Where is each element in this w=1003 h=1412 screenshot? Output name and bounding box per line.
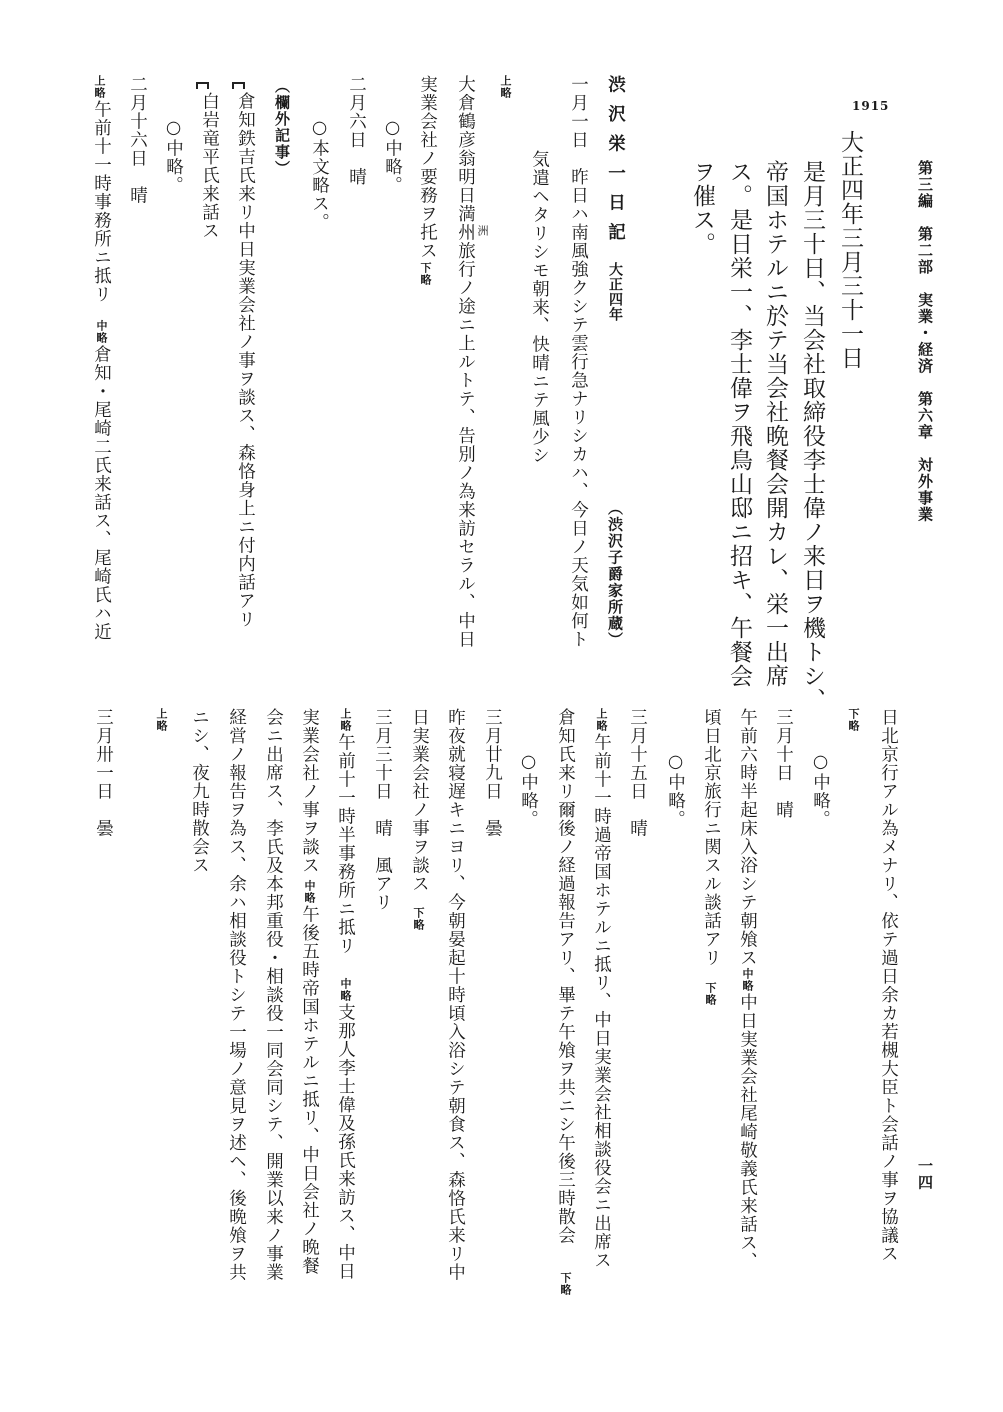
diary-line: 三月三十日 晴 風アリ: [372, 708, 393, 912]
diary-line: 三月十日 晴: [773, 708, 794, 819]
diary-line: 二月十六日 晴: [127, 75, 148, 205]
diary-source: （渋沢子爵家所蔵）: [606, 500, 624, 649]
ruby-annotation: 洲: [476, 225, 489, 237]
diary-line: 日北京行アル為メナリ、依テ過日余カ若槻大臣ト会話ノ事ヲ協議ス: [878, 708, 899, 1263]
bracket-mark: [232, 82, 245, 89]
omission-note: ○中略。: [163, 118, 184, 195]
omission-mark: 下略: [412, 907, 425, 931]
diary-line: 三月十五日 晴: [627, 708, 648, 838]
omission-mark: 上略: [339, 708, 352, 732]
diary-line: 中日実業会社尾崎敬義氏来話ス、: [737, 993, 758, 1271]
entry-date: 大正四年三月三十一日: [837, 130, 863, 370]
diary-line: 午前十一時過帝国ホテルニ抵リ、中日実業会社相談役会ニ出席ス: [591, 733, 612, 1270]
bracket-mark: [196, 82, 209, 89]
diary-line: 三月卅一日 曇: [93, 708, 114, 838]
omission-note: ○中略。: [382, 118, 403, 195]
omission-note: ○中略。: [665, 752, 686, 829]
diary-year: 大正四年: [607, 262, 623, 322]
entry-body-line: 是月三十日、当会社取締役李士偉ノ来日ヲ機トシ、: [799, 160, 825, 712]
diary-line: 昨夜就寝遅キニヨリ、今朝晏起十時頃入浴シテ朝食ス、森恪氏来リ中: [445, 708, 466, 1282]
diary-line: 会ニ出席ス、李氏及本邦重役・相談役一同会同シテ、開業以来ノ事業: [263, 708, 284, 1282]
diary-line: 倉知・尾崎二氏来話ス、尾崎氏ハ近: [91, 345, 112, 641]
omission-mark: 上略: [595, 708, 608, 732]
diary-line: 気遣ヘタリシモ朝来、快晴ニテ風少シ: [529, 150, 550, 465]
omission-note: ○中略。: [518, 752, 539, 829]
year-western: 1915: [852, 99, 890, 113]
entry-body-line: 帝国ホテルニ於テ当会社晩餐会開カレ、栄一出席: [762, 160, 788, 688]
diary-line: 三月廿九日 曇: [482, 708, 503, 838]
omission-mark: 中略: [303, 880, 316, 904]
diary-line: 頃日北京旅行ニ関スル談話アリ: [701, 708, 722, 967]
diary-line: 大倉鶴彦翁明日満州旅行ノ途ニ上ルトテ、告別ノ為来訪セラル、中日: [455, 75, 476, 649]
diary-line: 経営ノ報告ヲ為ス、余ハ相談役トシテ一場ノ意見ヲ述ヘ、後晩飧ヲ共: [226, 708, 247, 1282]
running-title: 第三編 第二部 実業・経済 第六章 対外事業: [916, 160, 934, 523]
diary-line: 一月一日 昨日ハ南風強クシテ雲行急ナリシカハ、今日ノ天気如何ト: [568, 75, 589, 649]
omission-mark: 中略: [741, 968, 754, 992]
diary-line: ニシ、夜九時散会ス: [189, 708, 210, 875]
diary-line: 午前十一時半事務所ニ抵リ: [335, 733, 356, 955]
diary-line: 倉知鉄吉氏来リ中日実業会社ノ事ヲ談ス、森恪身上ニ付内話アリ: [235, 92, 256, 629]
omission-mark: 下略: [559, 1272, 572, 1296]
diary-line: 支那人李士偉及孫氏来訪ス、中日: [335, 1003, 356, 1281]
diary-line: 午後五時帝国ホテルニ抵リ、中日会社ノ晩餐: [299, 905, 320, 1275]
diary-title: 渋沢栄一日記: [605, 75, 626, 252]
diary-line: 倉知氏来リ爾後ノ経過報告アリ、畢テ午飧ヲ共ニシ午後三時散会: [555, 708, 576, 1245]
omission-mark: 上略: [155, 708, 168, 732]
entry-body-line: ス。是日栄一、李士偉ヲ飛鳥山邸ニ招キ、午餐会: [726, 160, 752, 688]
margin-label: （欄外記事）: [273, 78, 291, 177]
omission-mark: 中略: [339, 978, 352, 1002]
diary-line: 午前十一時事務所ニ抵リ: [91, 100, 112, 304]
omission-mark: 上略: [93, 75, 106, 99]
entry-body-line: ヲ催ス。: [689, 160, 715, 256]
omission-mark: 下略: [419, 262, 432, 286]
diary-line: 実業会社ノ要務ヲ托ス: [417, 75, 438, 260]
omission-note: ○中略。: [810, 752, 831, 829]
diary-line: 実業会社ノ事ヲ談ス: [299, 708, 320, 875]
diary-line: 日実業会社ノ事ヲ談ス: [409, 708, 430, 893]
page-number: 一四: [916, 1158, 934, 1191]
diary-line: 白岩竜平氏来話ス: [199, 92, 220, 240]
omission-mark: 上略: [499, 75, 512, 99]
omission-mark: 中略: [95, 320, 108, 344]
omission-note: ○本文略ス。: [309, 118, 330, 232]
omission-mark: 下略: [847, 708, 860, 732]
diary-line: 二月六日 晴: [346, 75, 367, 186]
omission-mark: 下略: [704, 982, 717, 1006]
diary-line: 午前六時半起床入浴シテ朝飧ス: [737, 708, 758, 967]
